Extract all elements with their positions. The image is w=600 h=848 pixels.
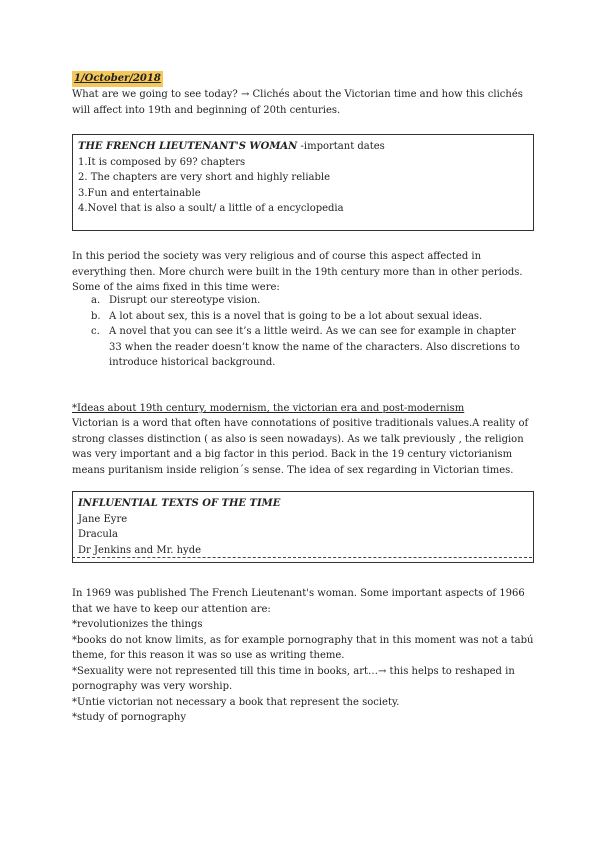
box-title: THE FRENCH LIEUTENANT'S WOMAN [78, 141, 298, 152]
list-item [91, 293, 531, 309]
influential-texts-box [72, 491, 534, 563]
note-line: *Sexuality were not represented till this time in books, art…→ this helps to reshaped in pornography was very worship. [72, 665, 515, 692]
list-text: A lot about sex, this is a novel that is going to be a lot about sexual ideas. [109, 310, 483, 322]
box-heading [78, 139, 528, 155]
publication-notes [72, 586, 534, 726]
ideas-paragraph: Victorian is a word that often have connotations of positive traditionals values.A reality of strong classes distinction ( as also is seen nowadays). As we talk previously , the religion was very important and a big factor in this period. Back in the 19 century victorianism means puritanism inside religion´s sense. The idea of sex regarding in Victorian times. [72, 418, 529, 476]
list-text: Disrupt our stereotype vision. [109, 295, 261, 306]
box-title: INFLUENTIAL TEXTS OF THE TIME [78, 498, 281, 509]
list-marker: a. [91, 295, 101, 306]
list-item: 2. The chapters are very short and highly reliable [78, 172, 331, 183]
box-title-suffix: -important dates [297, 141, 385, 152]
list-marker: b. [91, 310, 101, 322]
dashed-divider [72, 557, 532, 560]
note-line: *Untie victorian not necessary a book that represent the society. [72, 696, 400, 708]
list-item: Dr Jenkins and Mr. hyde [78, 544, 202, 556]
date-heading: 1/October/2018 [72, 71, 163, 87]
list-item [91, 324, 531, 371]
note-line: *revolutionizes the things [72, 619, 203, 630]
aims-list [91, 293, 531, 371]
intro-paragraph: What are we going to see today? → Clichés about the Victorian time and how this clichés will affect into 19th and beginning of 20th centuries. [72, 89, 523, 116]
list-marker: c. [91, 326, 100, 337]
note-line: *books do not know limits, as for example pornography that in this moment was not a tabú theme, for this reason it was so use as writing theme. [72, 634, 534, 661]
note-line: *study of pornography [72, 712, 187, 723]
note-line: In 1969 was published The French Lieutenant's woman. Some important aspects of 1966 that we have to keep our attention are: [72, 588, 525, 615]
list-item: 1.It is composed by 69? chapters [78, 156, 246, 168]
list-item: Dracula [78, 529, 118, 540]
important-dates-box [72, 134, 534, 231]
list-item: Jane Eyre [78, 513, 128, 525]
religion-paragraph: In this period the society was very religious and of course this aspect affected in everything then. More church were built in the 19th century more than in other periods. Some of the aims fixed in this time were: [72, 251, 523, 293]
list-item: 4.Novel that is also a soult/ a little of a encyclopedia [78, 203, 344, 214]
list-text: A novel that you can see it’s a little weird. As we can see for example in chapter 33 when the reader doesn’t know the name of the characters. Also discretions to introduce historical background. [109, 326, 520, 368]
ideas-heading: *Ideas about 19th century, modernism, the victorian era and post-modernism [72, 403, 465, 414]
list-item [91, 309, 531, 325]
list-item: 3.Fun and entertainable [78, 187, 201, 199]
